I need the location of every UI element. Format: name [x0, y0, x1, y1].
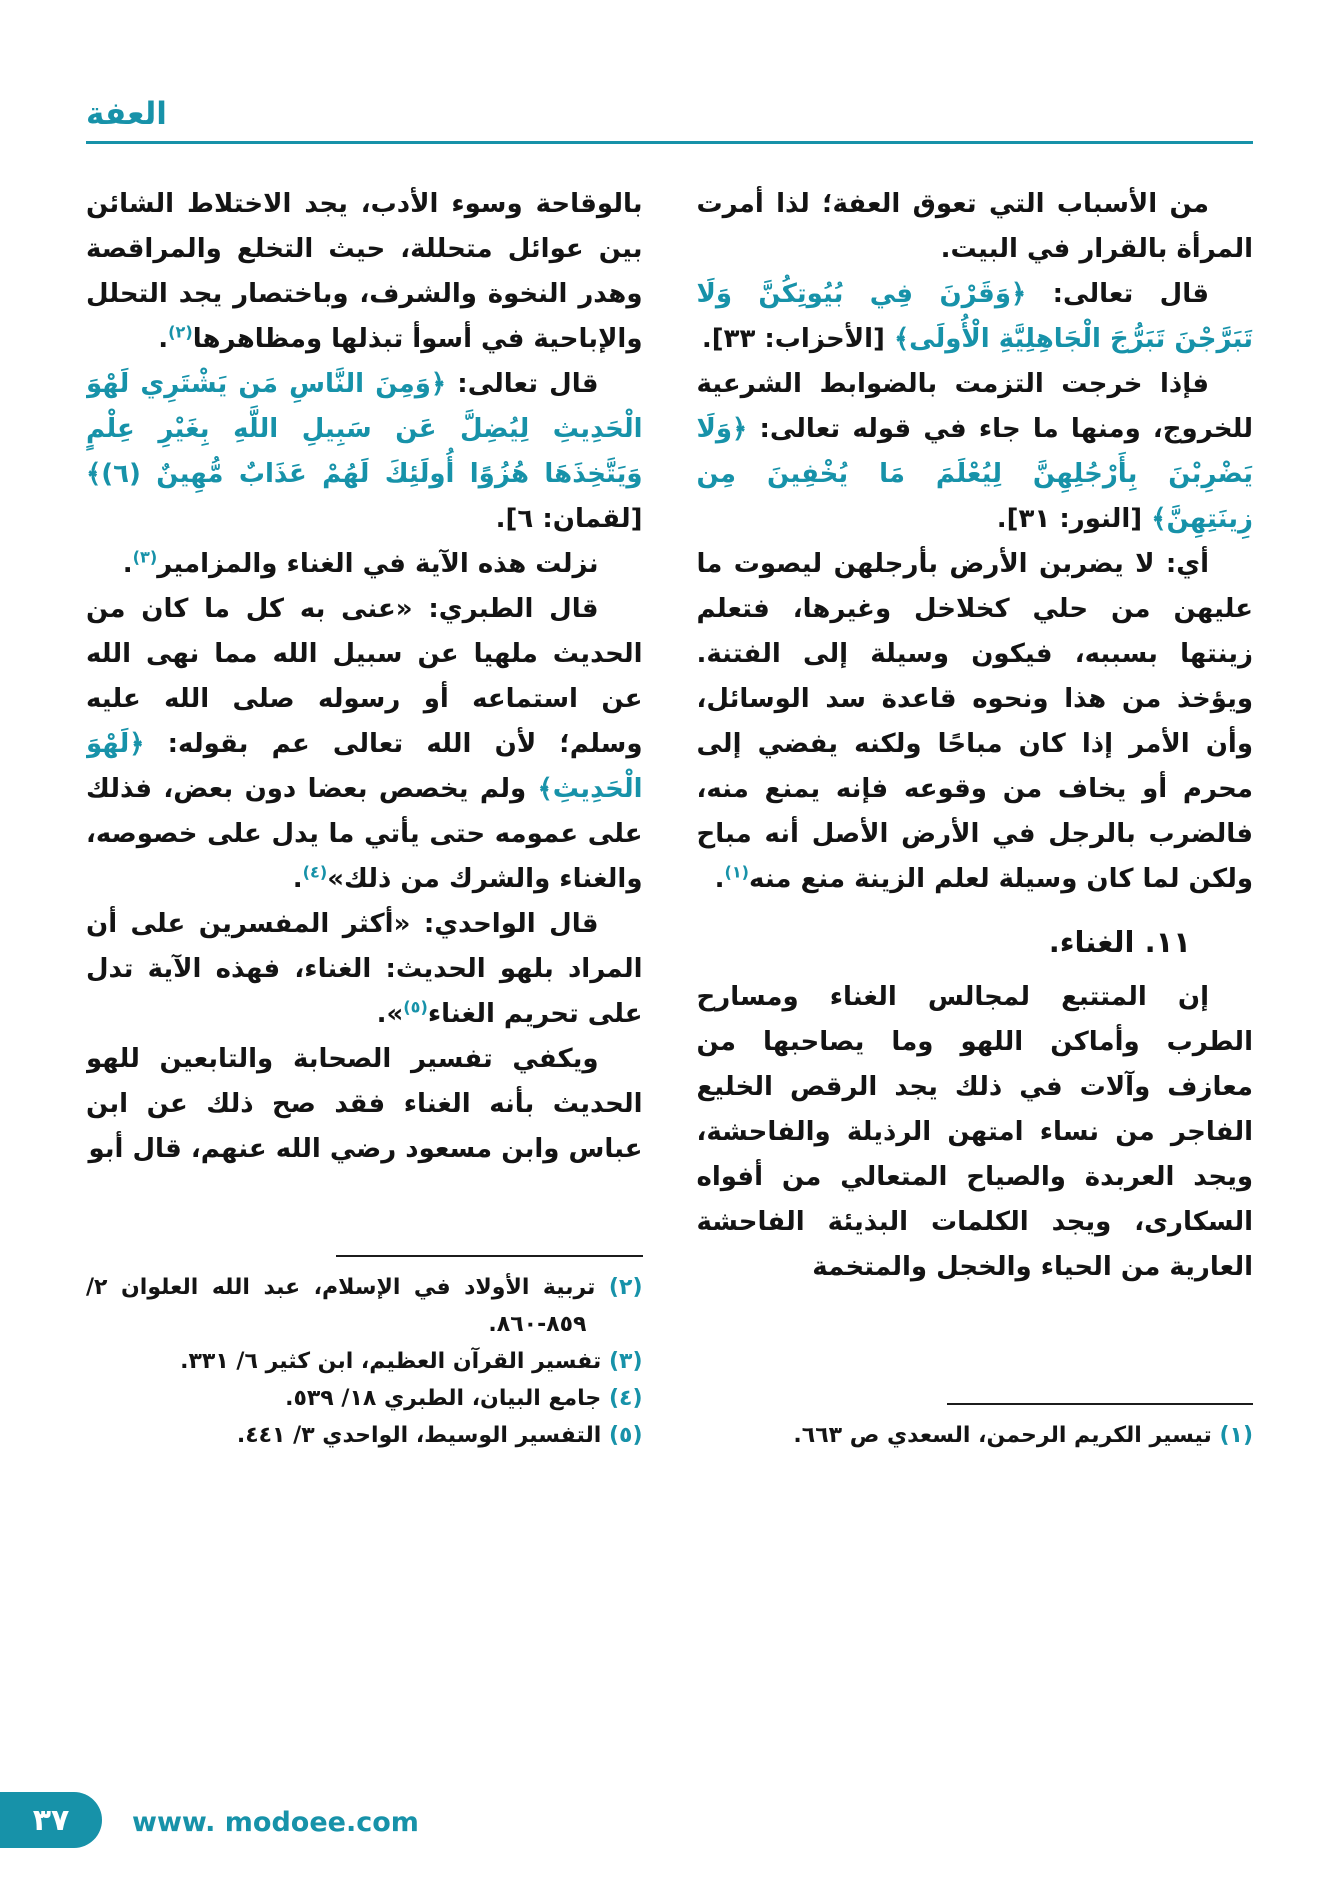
footnote	[697, 1417, 1254, 1454]
footnote	[86, 1417, 643, 1454]
paragraph	[697, 542, 1254, 902]
page-header	[86, 96, 1253, 144]
footnote-marker: (٢)	[595, 1275, 643, 1301]
text-run: ويكفي تفسير الصحابة والتابعين للهو الحديث بأنه الغناء فقد صح ذلك عن ابن عباس وابن مسعود رضي الله عنهم، قال أبو	[86, 1044, 643, 1165]
text-run: فإذا خرجت التزمت بالضوابط الشرعية للخروج، ومنها ما جاء في قوله تعالى:	[696, 369, 1253, 445]
footnote-marker: (٥)	[601, 1423, 643, 1449]
column-right	[697, 182, 1254, 1454]
footnote-text: جامع البيان، الطبري ١٨/ ٥٣٩.	[285, 1386, 602, 1412]
text-run: [لقمان: ٦].	[495, 504, 643, 535]
paragraph	[86, 587, 643, 902]
paragraph	[697, 362, 1254, 542]
text-run: إن المتتبع لمجالس الغناء ومسارح الطرب وأماكن اللهو وما يصاحبها من معازف وآلات في ذلك يجد الرقص الخليع الفاجر من نساء امتهن الرذيلة والفاحشة، ويجد العربدة والصياح المتعالي من أفواه السكارى، ويجد الكلمات البذيئة الفاحشة العارية من الحياء والخجل والمتخمة	[696, 982, 1253, 1283]
footnote-marker: (٤)	[601, 1386, 643, 1412]
footnotes-left	[86, 1241, 643, 1454]
section-heading	[697, 920, 1254, 965]
footnote-marker: (٣)	[601, 1349, 643, 1375]
paragraph	[86, 902, 643, 1037]
page-title: العفة	[86, 96, 167, 132]
quran-verse: ﴿لَهْوَ الْحَدِيثِ﴾	[86, 729, 643, 805]
column-left	[86, 182, 643, 1454]
quran-verse: ﴿وَمِنَ النَّاسِ مَن يَشْتَرِي لَهْوَ الْحَدِيثِ لِيُضِلَّ عَن سَبِيلِ اللَّهِ بِغَيْرِ عِلْمٍ وَيَتَّخِذَهَا هُزُوًا أُولَئِكَ لَهُمْ عَذَابٌ مُّهِينٌ (٦)﴾	[86, 369, 643, 490]
footnote-ref: (٥)	[403, 997, 428, 1017]
text-run: قال تعالى:	[446, 369, 599, 400]
text-run: [النور: ٣١].	[996, 504, 1152, 535]
text-run: .	[158, 324, 169, 355]
text-run: أي: لا يضربن الأرض بأرجلهن ليصوت ما عليهن من حلي كخلاخل وغيرها، فتعلم زينتها بسببه، فيكون وسيلة إلى الفتنة. ويؤخذ من هذا ونحوه قاعدة سد الوسائل، وأن الأمر إذا كان مباحًا ولكنه يفضي إلى محرم أو يخاف من وقوعه فإنه يمنع منه، فالضرب بالرجل في الأرض الأصل أنه مباح ولكن لما كان وسيلة لعلم الزينة منع منه	[696, 549, 1253, 895]
paragraph	[86, 542, 643, 587]
text-run: ».	[376, 999, 404, 1030]
footnote-ref: (٤)	[302, 862, 328, 882]
website-link[interactable]: www. modoee.com	[132, 1807, 419, 1838]
text-run: .	[292, 864, 303, 895]
footnote-marker: (١)	[1211, 1423, 1253, 1449]
footnote-text: تفسير القرآن العظيم، ابن كثير ٦/ ٣٣١.	[180, 1349, 602, 1375]
text-run: قال تعالى:	[1026, 279, 1210, 310]
footnote-ref: (١)	[724, 862, 750, 882]
text-run: .	[122, 549, 133, 580]
footnotes-right	[697, 1389, 1254, 1454]
text-run: نزلت هذه الآية في الغناء والمزامير	[157, 549, 599, 580]
header-divider	[86, 141, 1253, 144]
quran-verse: ﴿وَقَرْنَ فِي بُيُوتِكُنَّ وَلَا تَبَرَّجْنَ تَبَرُّجَ الْجَاهِلِيَّةِ الْأُولَى﴾	[696, 279, 1253, 355]
column-left-body	[86, 182, 643, 1241]
text-run: قال الطبري: «عنى به كل ما كان من الحديث ملهيا عن سبيل الله مما نهى الله عن استماعه أو رسوله صلى الله عليه وسلم؛ لأن الله تعالى عم بقوله:	[86, 594, 643, 760]
text-run: بالوقاحة وسوء الأدب، يجد الاختلاط الشائن بين عوائل متحللة، حيث التخلع والمراقصة وهدر النخوة والشرف، وباختصار يجد التحلل والإباحية في أسوأ تبذلها ومظاهرها	[86, 189, 643, 355]
text-run: .	[714, 864, 725, 895]
footnote	[86, 1380, 643, 1417]
quran-verse: ﴿وَلَا يَضْرِبْنَ بِأَرْجُلِهِنَّ لِيُعْلَمَ مَا يُخْفِينَ مِن زِينَتِهِنَّ﴾	[696, 414, 1253, 535]
text-run: قال الواحدي: «أكثر المفسرين على أن المراد بلهو الحديث: الغناء، فهذه الآية تدل على تحريم الغناء	[86, 909, 643, 1030]
column-right-body	[697, 182, 1254, 1389]
page-number-tab	[0, 1792, 102, 1848]
content-columns	[86, 182, 1253, 1454]
footnote-ref: (٢)	[168, 322, 193, 342]
text-run: ١١. الغناء.	[1048, 925, 1191, 960]
paragraph	[697, 272, 1254, 362]
paragraph	[86, 1037, 643, 1172]
footnote-text: التفسير الوسيط، الواحدي ٣/ ٤٤١.	[236, 1423, 602, 1449]
footnote-text: تيسير الكريم الرحمن، السعدي ص ٦٦٣.	[793, 1423, 1212, 1449]
paragraph	[697, 975, 1254, 1290]
text-run: ولم يخصص بعضا دون بعض، فذلك على عمومه حتى يأتي ما يدل على خصوصه، والغناء والشرك من ذلك»	[86, 774, 643, 895]
paragraph	[697, 182, 1254, 272]
footnote-text: تربية الأولاد في الإسلام، عبد الله العلوان ٢/ ٨٥٩-٨٦٠.	[86, 1275, 596, 1338]
text-run: [الأحزاب: ٣٣].	[701, 324, 894, 355]
paragraph	[86, 362, 643, 542]
paragraph	[86, 182, 643, 362]
footnote-ref: (٣)	[132, 547, 158, 567]
footnote	[86, 1269, 643, 1343]
footnote	[86, 1343, 643, 1380]
page-number: ٣٧	[32, 1802, 70, 1838]
text-run: من الأسباب التي تعوق العفة؛ لذا أمرت المرأة بالقرار في البيت.	[696, 189, 1253, 265]
